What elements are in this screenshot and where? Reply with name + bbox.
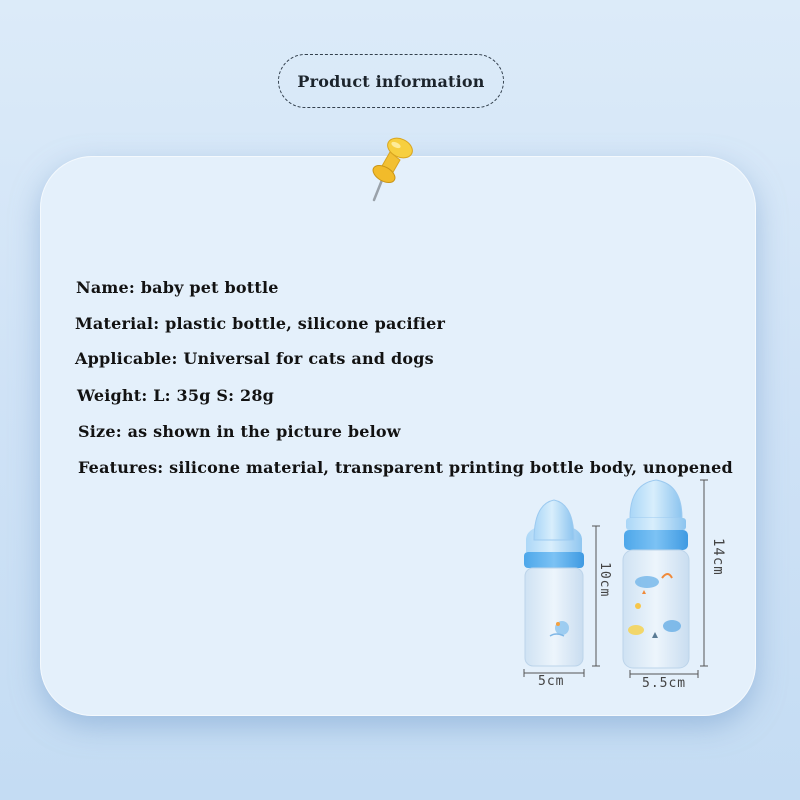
large-height-label: 14cm <box>710 538 726 576</box>
info-applicable: Applicable: Universal for cats and dogs <box>75 349 434 368</box>
info-weight: Weight: L: 35g S: 28g <box>77 386 275 405</box>
info-size: Size: as shown in the picture below <box>78 422 401 441</box>
bottles-graphic <box>512 478 772 700</box>
info-name: Name: baby pet bottle <box>76 278 279 297</box>
small-height-label: 10cm <box>597 562 612 598</box>
large-bottle <box>623 480 689 668</box>
pushpin-icon <box>360 128 420 204</box>
info-features: Features: silicone material, transparent printing bottle body, unopened <box>78 458 733 477</box>
small-bottle <box>524 500 584 666</box>
product-info-title: Product information <box>278 54 504 108</box>
bottles-illustration <box>512 478 772 700</box>
small-width-label: 5cm <box>538 674 565 689</box>
info-material: Material: plastic bottle, silicone pacifier <box>75 314 446 333</box>
large-width-label: 5.5cm <box>642 676 687 691</box>
